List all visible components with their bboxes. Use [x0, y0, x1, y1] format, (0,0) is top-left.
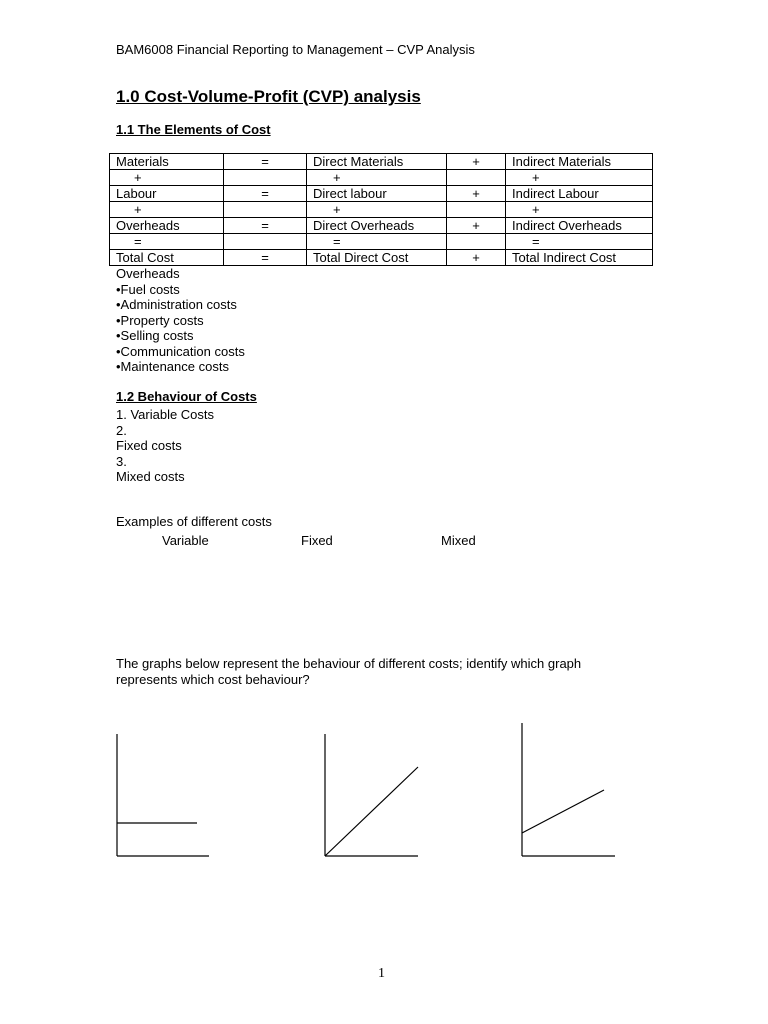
table-cell: Materials [110, 154, 224, 170]
table-cell: + [447, 186, 506, 202]
column-fixed: Fixed [301, 533, 333, 548]
graphs-prompt-line-2: represents which cost behaviour? [116, 672, 310, 687]
list-item: Fixed costs [116, 438, 182, 453]
table-cell: Indirect Materials [506, 154, 653, 170]
table-cell: + [307, 202, 447, 218]
table-cell: + [110, 202, 224, 218]
list-item: •Property costs [116, 312, 204, 328]
overheads-title: Overheads [116, 266, 180, 281]
table-cell: = [224, 218, 307, 234]
list-item: 3. [116, 453, 127, 469]
table-cell: = [110, 234, 224, 250]
graph-fixed-cost [117, 734, 209, 856]
list-item: •Maintenance costs [116, 359, 229, 374]
list-item: •Communication costs [116, 343, 245, 359]
list-item: 1. Variable Costs [116, 407, 215, 422]
table-cell: + [307, 170, 447, 186]
page-number: 1 [378, 966, 385, 981]
list-item: •Selling costs [116, 328, 194, 343]
graph-mixed-cost [522, 723, 615, 856]
table-cell: Indirect Overheads [506, 218, 653, 234]
table-cell: Indirect Labour [506, 186, 653, 202]
table-cell: + [447, 250, 506, 266]
table-cell: + [110, 170, 224, 186]
table-cell: Labour [110, 186, 224, 202]
table-cell: = [506, 234, 653, 250]
page-header: BAM6008 Financial Reporting to Management – CVP Analysis [116, 42, 475, 57]
table-cell: Direct Overheads [307, 218, 447, 234]
behaviour-of-costs-heading: 1.2 Behaviour of Costs [116, 389, 257, 404]
elements-of-cost-heading: 1.1 The Elements of Cost [116, 122, 271, 137]
table-cell: + [447, 218, 506, 234]
table-cell: Overheads [110, 218, 224, 234]
table-cell: + [447, 154, 506, 170]
table-cell: Total Direct Cost [307, 250, 447, 266]
column-variable: Variable [162, 533, 209, 548]
list-item: Mixed costs [116, 469, 185, 484]
table-cell: Direct Materials [307, 154, 447, 170]
table-cell: + [506, 170, 653, 186]
table-cell: = [224, 154, 307, 170]
table-cell: + [506, 202, 653, 218]
cost-line [522, 790, 604, 833]
list-item: •Administration costs [116, 297, 237, 312]
list-item: •Fuel costs [116, 281, 180, 297]
table-cell: Direct labour [307, 186, 447, 202]
table-cell: = [307, 234, 447, 250]
graph-variable-cost [325, 734, 418, 856]
table-cell: Total Cost [110, 250, 224, 266]
column-mixed: Mixed [441, 533, 476, 548]
cost-line [325, 767, 418, 856]
list-item: 2. [116, 422, 127, 438]
table-cell: = [224, 186, 307, 202]
table-cell: Total Indirect Cost [506, 250, 653, 266]
graphs-prompt-line-1: The graphs below represent the behaviour of different costs; identify which graph [116, 656, 582, 671]
examples-title: Examples of different costs [116, 514, 272, 529]
section-title: 1.0 Cost-Volume-Profit (CVP) analysis [116, 87, 421, 106]
table-cell: = [224, 250, 307, 266]
